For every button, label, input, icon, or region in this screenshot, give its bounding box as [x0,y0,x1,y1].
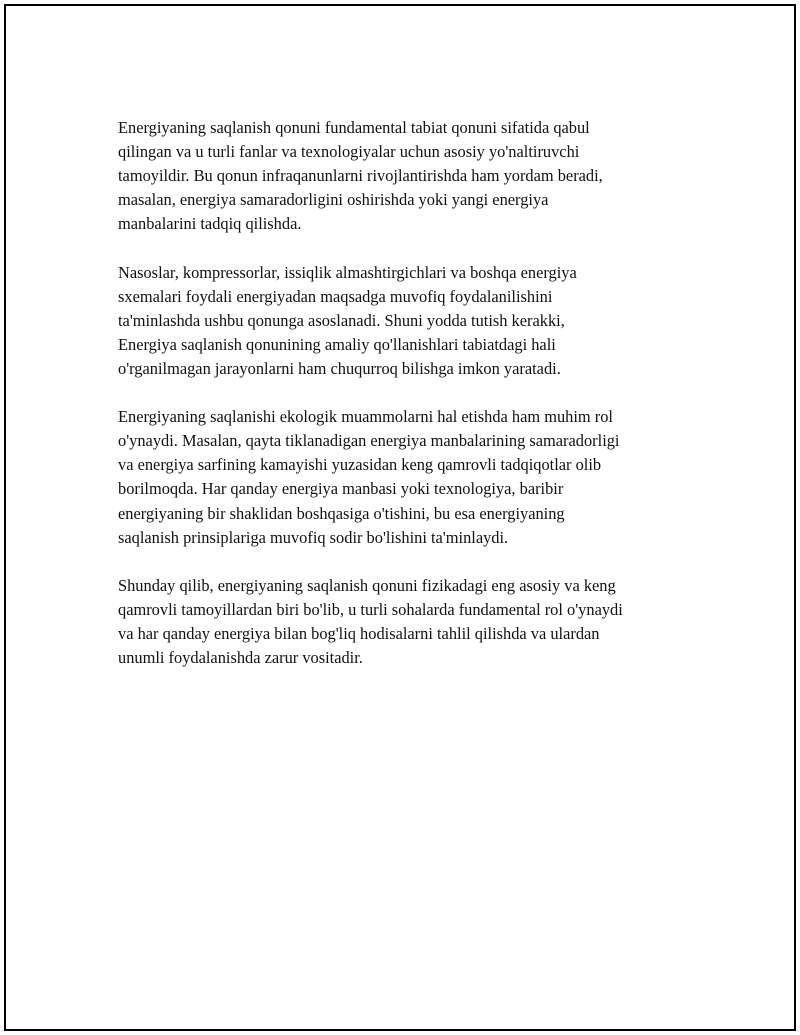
paragraph-line: o'ynaydi. Masalan, qayta tiklanadigan energiya manbalarining samaradorligi [118,431,620,451]
paragraph-4 [118,574,698,670]
paragraph-line: saqlanish prinsiplariga muvofiq sodir bo'lishini ta'minlaydi. [118,527,509,547]
paragraph-line: va energiya sarfining kamayishi yuzasidan keng qamrovli tadqiqotlar olib [118,455,602,475]
paragraph-line: o'rganilmagan jarayonlarni ham chuqurroq bilishga imkon yaratadi. [118,358,561,378]
paragraph-line: qamrovli tamoyillardan biri bo'lib, u turli sohalarda fundamental rol o'ynaydi [118,599,623,619]
paragraph-line: Energiyaning saqlanishi ekologik muammolarni hal etishda ham muhim rol [118,407,613,427]
paragraph-line: masalan, energiya samaradorligini oshirishda yoki yangi energiya [118,190,549,210]
paragraph-line: borilmoqda. Har qanday energiya manbasi yoki texnologiya, baribir [118,479,564,499]
paragraph-line: tamoyildir. Bu qonun infraqanunlarni rivojlantirishda ham yordam beradi, [118,166,603,186]
paragraph-line: energiyaning bir shaklidan boshqasiga o'tishini, bu esa energiyaning [118,503,565,523]
paragraph-3 [118,405,698,550]
paragraph-line: Nasoslar, kompressorlar, issiqlik almashtirgichlari va boshqa energiya [118,262,577,282]
paragraph-line: Shunday qilib, energiyaning saqlanish qonuni fizikadagi eng asosiy va keng [118,575,616,595]
paragraph-1 [118,116,698,236]
paragraph-line: Energiyaning saqlanish qonuni fundamental tabiat qonuni sifatida qabul [118,118,590,137]
paragraph-line: ta'minlashda ushbu qonunga asoslanadi. Shuni yodda tutish kerakki, [118,310,565,330]
paragraph-2 [118,261,698,381]
paragraph-line: unumli foydalanishda zarur vositadir. [118,648,363,668]
paragraph-line: sxemalari foydali energiyadan maqsadga muvofiq foydalanilishini [118,286,553,306]
paragraph-line: Energiya saqlanish qonunining amaliy qo'llanishlari tabiatdagi hali [118,334,556,354]
paragraph-line: manbalarini tadqiq qilishda. [118,214,302,234]
paragraph-line: va har qanday energiya bilan bog'liq hodisalarni tahlil qilishda va ulardan [118,623,600,643]
paragraph-line: qilingan va u turli fanlar va texnologiyalar uchun asosiy yo'naltiruvchi [118,142,580,162]
document-body [118,116,698,694]
